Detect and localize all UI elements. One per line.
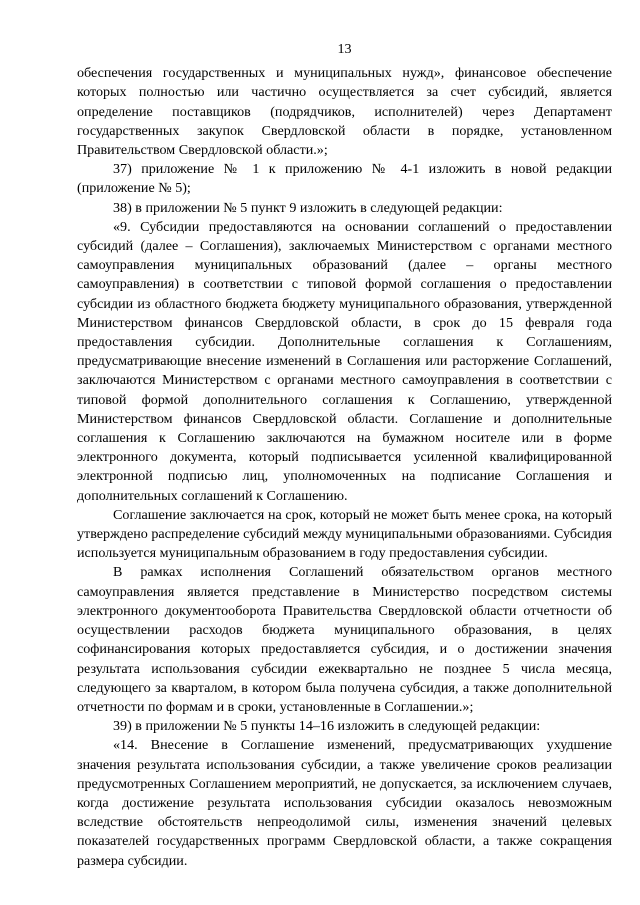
page-number: 13 xyxy=(337,41,352,57)
paragraph: «14. Внесение в Соглашение изменений, предусматривающих ухудшение значения результата использования субсидии, а также увеличение сроков реализации предусмотренных Соглашением мероприятий, не допускается, за исключением случаев, когда достижение результата использования субсидии оказалось невозможным вследствие обстоятельств непреодолимой силы, изменения значений целевых показателей государственных программ Свердловской области, а также сокращения размера субсидии. xyxy=(77,737,612,869)
paragraph: 39) в приложении № 5 пункты 14–16 изложить в следующей редакции: xyxy=(113,718,541,735)
document-page xyxy=(77,40,612,871)
paragraph: «9. Субсидии предоставляются на основании соглашений о предоставлении субсидий (далее – Соглашения), заключаемых Министерством с органами местного самоуправления муниципальных образований (далее – органы местного самоуправления) в соответствии с типовой формой соглашения о предоставлении субсидии из областного бюджета бюджету муниципального образования, утвержденной Министерством финансов Свердловской области, в срок до 15 февраля года предоставления субсидии. Дополнительные соглашения к Соглашениям, предусматривающие внесение изменений в Соглашения или расторжение Соглашений, заключаются Министерством с органами местного самоуправления в соответствии с типовой формой дополнительного соглашения к Соглашению, утвержденной Министерством финансов Свердловской области. Соглашение и дополнительные соглашения к Соглашению заключаются на бумажном носителе или в форме электронного документа, который подписывается усиленной квалифицированной электронной подписью лиц, уполномоченных на подписание Соглашения и дополнительных соглашений к Соглашению. xyxy=(77,218,612,504)
paragraph: В рамках исполнения Соглашений обязательством органов местного самоуправления является представление в Министерство посредством системы электронного документооборота Правительства Свердловской области отчетности об осуществлении расходов бюджета муниципального образования, в целях софинансирования которых предоставляется субсидия, и о достижении значения результата использования субсидии ежеквартально не позднее 5 числа месяца, следующего за кварталом, в котором была получена субсидия, а также дополнительной отчетности по формам и в сроки, установленные в Соглашении.»; xyxy=(77,564,612,715)
document-body xyxy=(77,64,612,871)
paragraph: обеспечения государственных и муниципальных нужд», финансовое обеспечение которых полностью или частично осуществляется за счет субсидий, является определение поставщиков (подрядчиков, исполнителей) через Департамент государственных закупок Свердловской области в порядке, установленном Правительством Свердловской области.»; xyxy=(77,65,612,159)
paragraph: 38) в приложении № 5 пункт 9 изложить в следующей редакции: xyxy=(113,199,503,216)
paragraph: Соглашение заключается на срок, который не может быть менее срока, на который утверждено распределение субсидий между муниципальными образованиями. Субсидия используется муниципальным образованием в году предоставления субсидии. xyxy=(77,506,612,562)
paragraph: 37) приложение № 1 к приложению № 4-1 изложить в новой редакции (приложение № 5); xyxy=(77,161,612,197)
